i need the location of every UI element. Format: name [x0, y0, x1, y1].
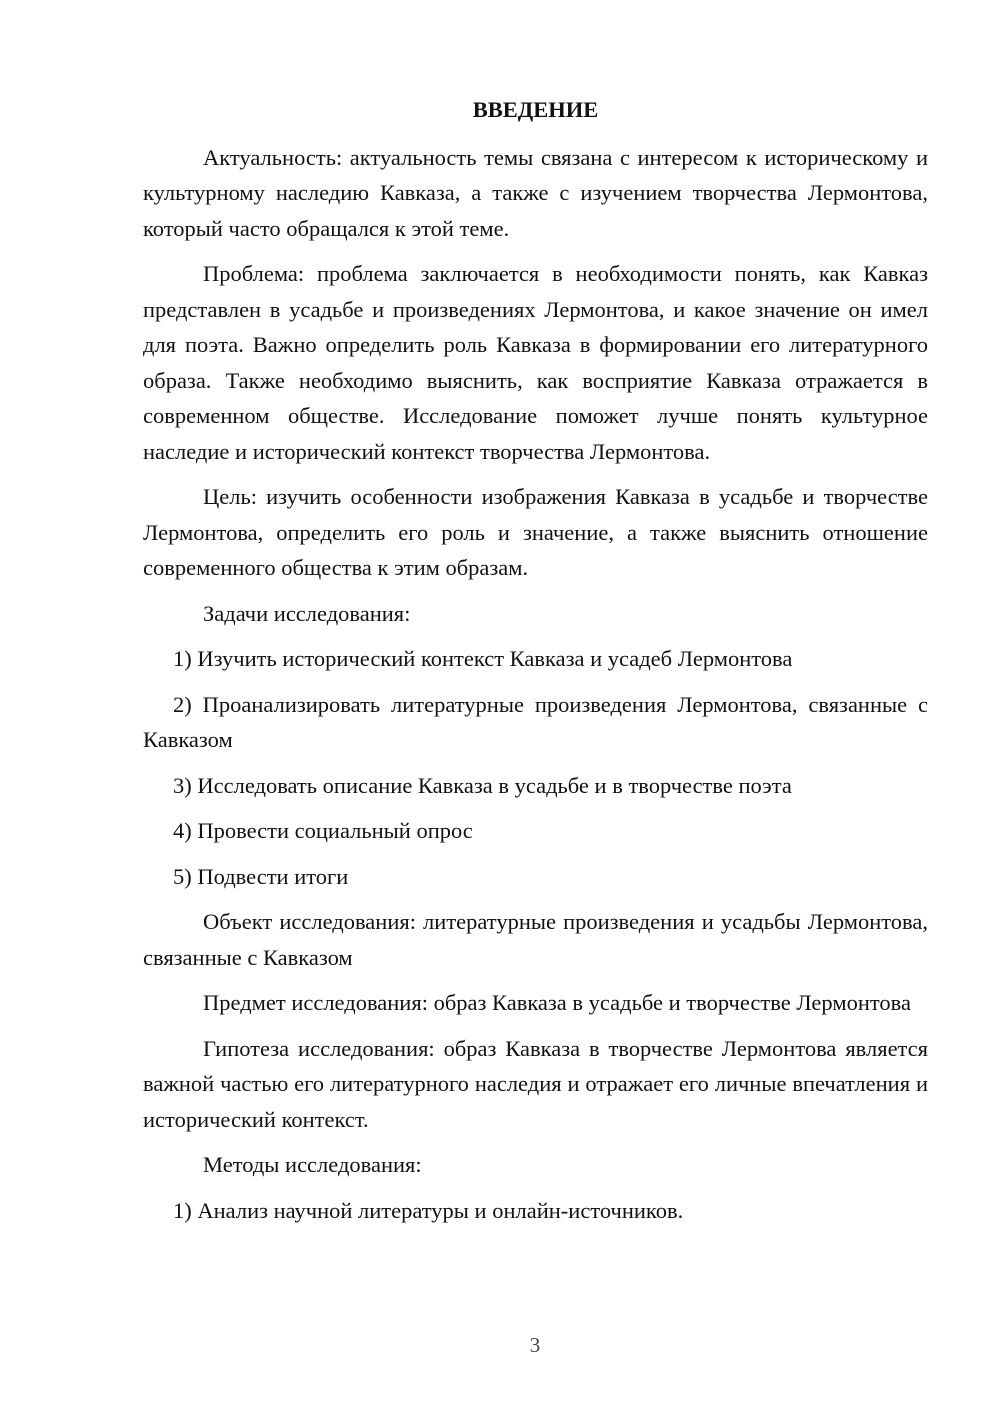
task-item-4: 4) Провести социальный опрос — [173, 818, 473, 843]
method-item-1: 1) Анализ научной литературы и онлайн-источников. — [173, 1197, 684, 1223]
task-item-2: 2) Проанализировать литературные произведения Лермонтова, связанные с Кавказом — [143, 691, 928, 752]
problem-paragraph: Проблема: проблема заключается в необходимости понять, как Кавказ представлен в усадьбе и произведениях Лермонтова, и какое значение он имел для поэта. Важно определить роль Кавказа в формировании его литературного образа. Также необходимо выяснить, как восприятие Кавказа отражается в современном обществе. Исследование поможет лучше понять культурное наследие и исторический контекст творчества Лермонтова. — [143, 261, 928, 464]
tasks-heading: Задачи исследования: — [203, 600, 411, 626]
task-item-3: 3) Исследовать описание Кавказа в усадьбе и в творчестве поэта — [173, 772, 792, 798]
page-number: 3 — [529, 1333, 541, 1357]
section-title: ВВЕДЕНИЕ — [472, 97, 599, 122]
task-item-5: 5) Подвести итоги — [173, 863, 349, 889]
hypothesis-paragraph: Гипотеза исследования: образ Кавказа в творчестве Лермонтова является важной частью его литературного наследия и отражает его личные впечатления и исторический контекст. — [143, 1035, 928, 1132]
object-paragraph: Объект исследования: литературные произведения и усадьбы Лермонтова, связанные с Кавказом — [143, 909, 928, 970]
relevance-paragraph: Актуальность: актуальность темы связана с интересом к историческому и культурному наследию Кавказа, а также с изучением творчества Лермонтова, который часто обращался к этой теме. — [143, 144, 928, 241]
methods-heading: Методы исследования: — [203, 1152, 422, 1177]
page-content — [143, 92, 928, 1238]
goal-paragraph: Цель: изучить особенности изображения Кавказа в усадьбе и творчестве Лермонтова, определить его роль и значение, а также выяснить отношение современного общества к этим образам. — [143, 484, 928, 580]
task-item-1: 1) Изучить исторический контекст Кавказа и усадеб Лермонтова — [173, 646, 793, 671]
subject-paragraph: Предмет исследования: образ Кавказа в усадьбе и творчестве Лермонтова — [203, 990, 911, 1015]
